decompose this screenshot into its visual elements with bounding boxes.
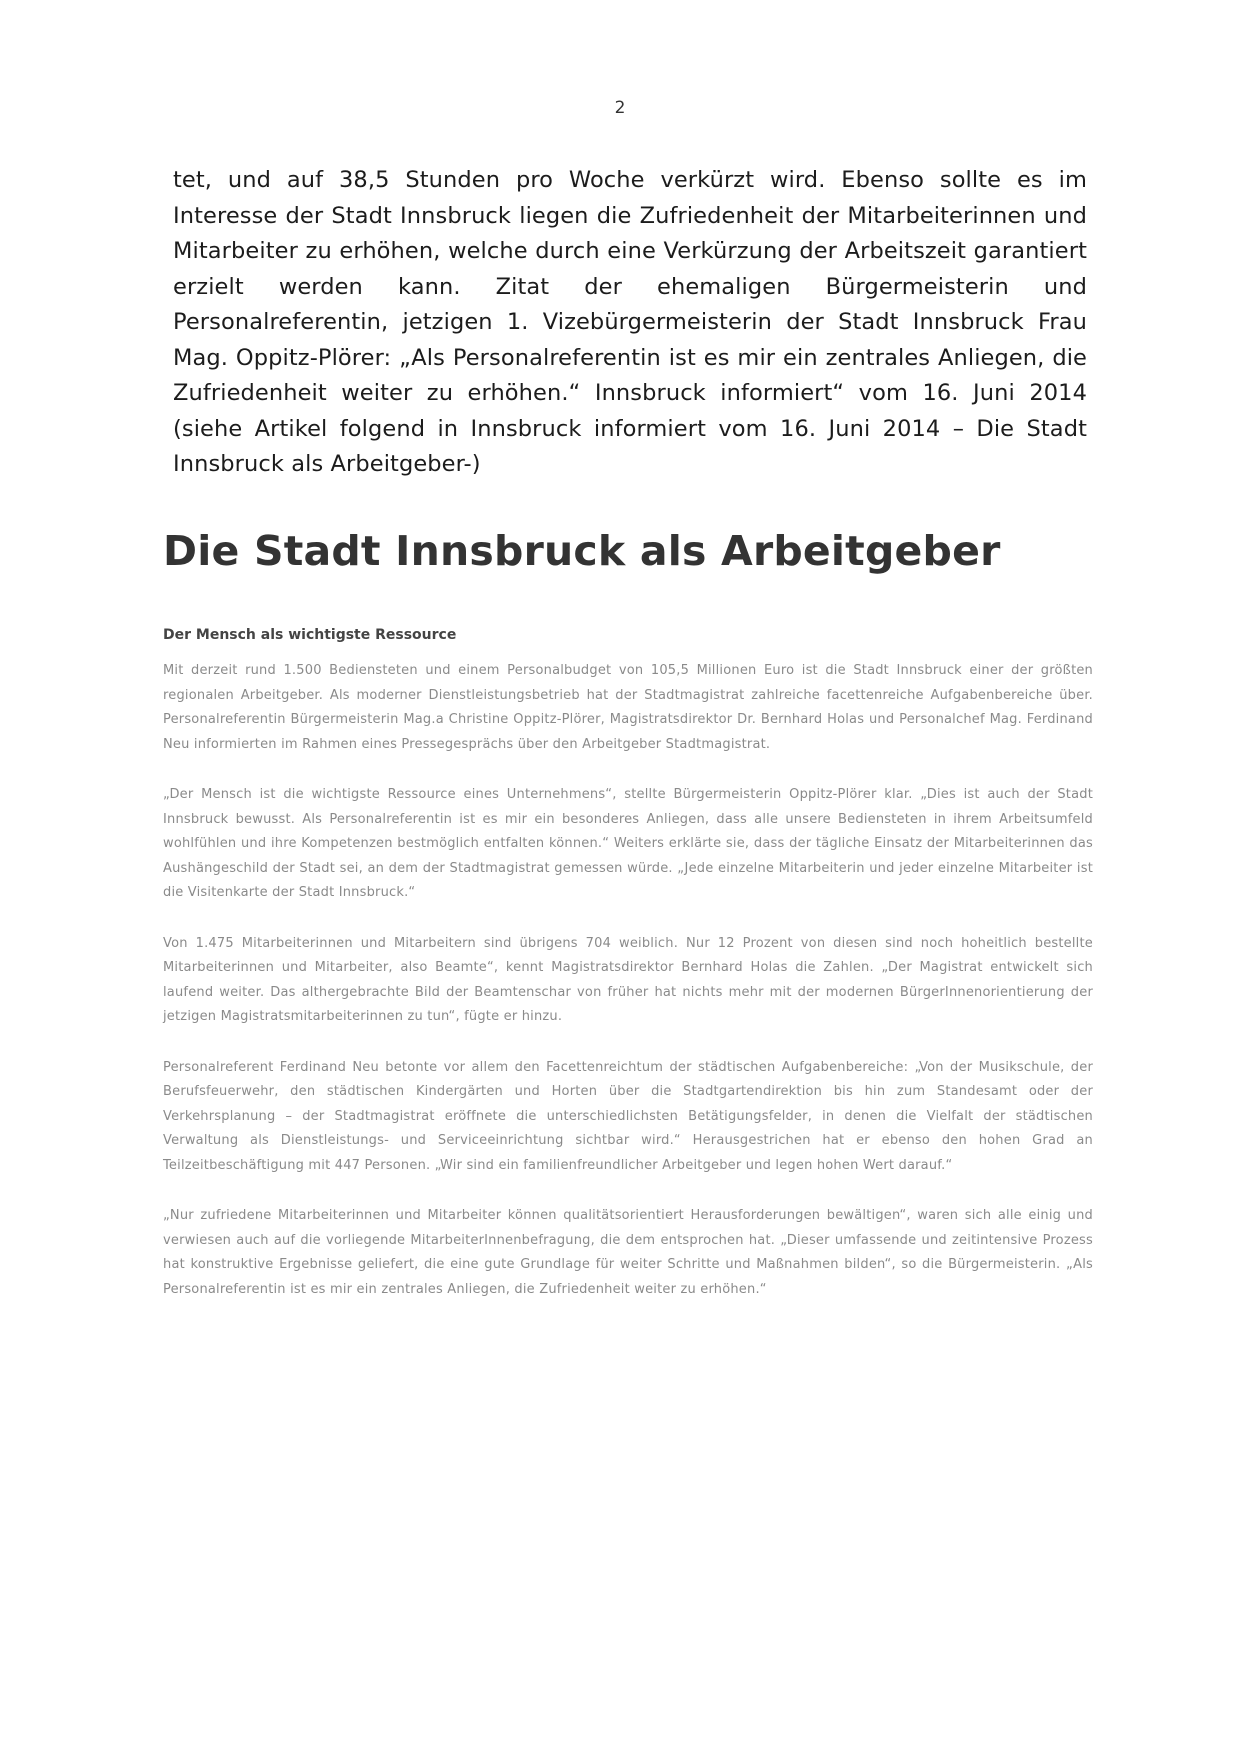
article-paragraph: Mit derzeit rund 1.500 Bediensteten und einem Personalbudget von 105,5 Millionen Euro ist die Stadt Innsbruck einer der größten regionalen Arbeitgeber. Als moderner Dienstleistungsbetrieb hat der Stadtmagistrat zahlreiche facettenreiche Aufgabenbereiche über. Personalreferentin Bürgermeisterin Mag.a Christine Oppitz-Plörer, Magistratsdirektor Dr. Bernhard Holas und Personalchef Mag. Ferdinand Neu informierten im Rahmen eines Pressegesprächs über den Arbeitgeber Stadtmagistrat. bbox=[163, 663, 1093, 752]
intro-paragraph: tet, und auf 38,5 Stunden pro Woche verkürzt wird. Ebenso sollte es im Interesse der Stadt Innsbruck liegen die Zufriedenheit der Mitarbeiterinnen und Mitarbeiter zu erhöhen, welche durch eine Verkürzung der Arbeitszeit garantiert erzielt werden kann. Zitat der ehemaligen Bürgermeisterin und Personalreferentin, jetzigen 1. Vizebürgermeisterin der Stadt Innsbruck Frau Mag. Oppitz-Plörer: „Als Personalreferentin ist es mir ein zentrales Anliegen, die Zufriedenheit weiter zu erhöhen.“ Innsbruck informiert“ vom 16. Juni 2014 (siehe Artikel folgend in Innsbruck informiert vom 16. Juni 2014 – Die Stadt Innsbruck als Arbeitgeber-) bbox=[173, 167, 1087, 477]
article-paragraph: „Der Mensch ist die wichtigste Ressource eines Unternehmens“, stellte Bürgermeisterin Oppitz-Plörer klar. „Dies ist auch der Stadt Innsbruck bewusst. Als Personalreferentin ist es mir ein besonderes Anliegen, dass alle unsere Bediensteten in ihrem Arbeitsumfeld wohlfühlen und ihre Kompetenzen bestmöglich entfalten können.“ Weiters erklärte sie, dass der tägliche Einsatz der Mitarbeiterinnen das Aushängeschild der Stadt sei, an dem der Stadtmagistrat gemessen würde. „Jede einzelne Mitarbeiterin und jeder einzelne Mitarbeiter ist die Visitenkarte der Stadt Innsbruck.“ bbox=[163, 787, 1093, 900]
article-paragraph: Personalreferent Ferdinand Neu betonte vor allem den Facettenreichtum der städtischen Aufgabenbereiche: „Von der Musikschule, der Berufsfeuerwehr, den städtischen Kindergärten und Horten über die Stadtgartendirektion bis hin zum Standesamt oder der Verkehrsplanung – der Stadtmagistrat eröffnete die unterschiedlichsten Betätigungsfelder, in denen die Vielfalt der städtischen Verwaltung als Dienstleistungs- und Serviceeinrichtung sichtbar wird.“ Herausgestrichen hat er ebenso den hohen Grad an Teilzeitbeschäftigung mit 447 Personen. „Wir sind ein familienfreundlicher Arbeitgeber und legen hohen Wert darauf.“ bbox=[163, 1059, 1093, 1173]
article-title: Die Stadt Innsbruck als Arbeitgeber bbox=[163, 527, 1001, 575]
article-paragraph: „Nur zufriedene Mitarbeiterinnen und Mitarbeiter können qualitätsorientiert Herausforderungen bewältigen“, waren sich alle einig und verwiesen auch auf die vorliegende MitarbeiterInnenbefragung, die dem entsprochen hat. „Dieser umfassende und zeitintensive Prozess hat konstruktive Ergebnisse geliefert, die eine gute Grundlage für weiter Schritte und Maßnahmen bilden“, so die Bürgermeisterin. „Als Personalreferentin ist es mir ein zentrales Anliegen, die Zufriedenheit weiter zu erhöhen.“ bbox=[163, 1208, 1093, 1297]
article-subtitle: Der Mensch als wichtigste Ressource bbox=[163, 627, 457, 643]
embedded-article bbox=[163, 525, 1093, 1302]
article-body bbox=[163, 659, 1093, 1302]
page-number: 2 bbox=[614, 98, 626, 118]
article-paragraph: Von 1.475 Mitarbeiterinnen und Mitarbeitern sind übrigens 704 weiblich. Nur 12 Prozent von diesen sind noch hoheitlich bestellte Mitarbeiterinnen und Mitarbeiter, also Beamte“, kennt Magistratsdirektor Bernhard Holas die Zahlen. „Der Magistrat entwickelt sich laufend weiter. Das althergebrachte Bild der Beamtenschar von früher hat nichts mehr mit der modernen BürgerInnenorientierung der jetzigen Magistratsmitarbeiterinnen zu tun“, fügte er hinzu. bbox=[163, 935, 1093, 1024]
